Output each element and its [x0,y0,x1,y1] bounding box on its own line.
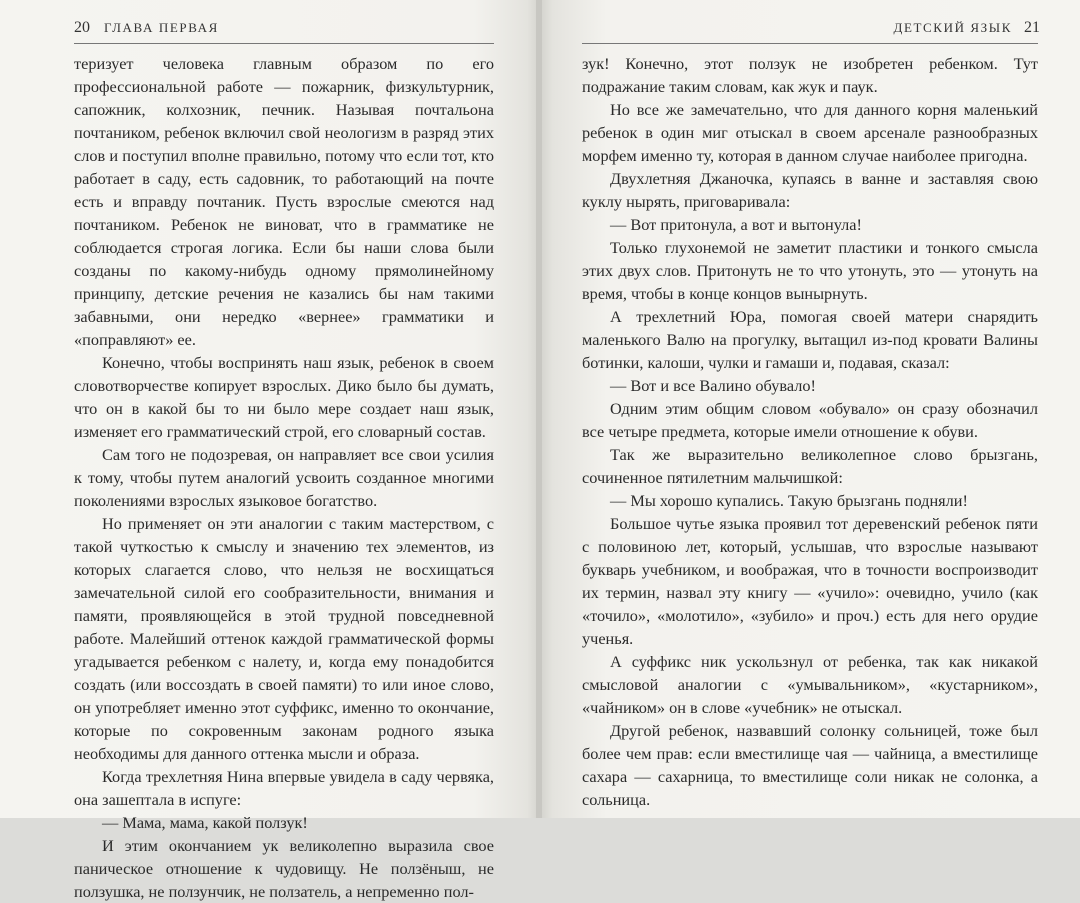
paragraph: — Вот притонула, а вот и вытонула! [610,215,862,234]
paragraph: И этим окончанием ук великолепно выразила свое паническое отношение к чудовищу. Не ползёныш, не ползушка, не ползунчик, не ползатель, а непременно пол- [74,836,494,901]
paragraph: — Вот и все Валино обувало! [610,376,816,395]
paragraph: Только глухонемой не заметит пластики и тонкого смысла этих двух слов. Притонуть не то что утонуть, это — утонуть на время, чтобы в конце концов вынырнуть. [582,238,1038,303]
right-running-head [612,19,1040,37]
right-body-text [582,52,1038,811]
paragraph: А суффикс ник ускользнул от ребенка, так как никакой смысловой аналогии с «умывальником», «кустарником», «чайником» он в слове «учебник» не отыскал. [582,652,1038,717]
paragraph: зук! Конечно, этот ползук не изобретен ребенком. Тут подражание таким словам, как жук и паук. [582,54,1038,96]
paragraph: — Мы хорошо купались. Такую брызгань подняли! [610,491,968,510]
left-body-text [74,52,494,903]
paragraph: — Мама, мама, какой ползук! [102,813,308,832]
paragraph: Конечно, чтобы воспринять наш язык, ребенок в своем словотворчестве копирует взрослых. Дико было бы думать, что он в какой бы то ни было мере создает наш язык, изменяет его грамматический строй, его словарный состав. [74,353,494,441]
left-page-number: 20 [74,19,90,36]
paragraph: Большое чутье языка проявил тот деревенский ребенок пяти с половиною лет, который, услышав, что взрослые называют букварь учебником, и воображая, что в точности воспроизводит их термин, назвал эту книгу — «учило»: очевидно, учило (как «точило», «молотило», «зубило» и проч.) есть для него орудие ученья. [582,514,1038,648]
paragraph: Двухлетняя Джаночка, купаясь в ванне и заставляя свою куклу нырять, приговаривала: [582,169,1038,211]
right-header-rule [582,43,1038,44]
paragraph: Но все же замечательно, что для данного корня маленький ребенок в один миг отыскал в своем арсенале разнообразных морфем именно ту, которая в данном случае наиболее пригодна. [582,100,1038,165]
paragraph: Другой ребенок, назвавший солонку сольницей, тоже был более чем прав: если вместилище чая — чайница, а вместилище сахара — сахарница, то вместилище соли никак не солонка, а сольница. [582,721,1038,809]
paragraph: Но применяет он эти аналогии с таким мастерством, с такой чуткостью к смыслу и значению тех элементов, из которых слагается слово, что нельзя не восхищаться замечательной силой его сообразительности, внимания и памяти, проявляющейся в этой трудной повседневной работе. Малейший оттенок каждой грамматической формы угадывается ребенком с налету, и, когда ему понадобится создать (или воссоздать в своей памяти) то или иное слово, он употребляет именно этот суффикс, именно то окончание, которые по сокровенным законам родного языка необходимы для данного оттенка мысли и образа. [74,514,494,763]
left-chapter-title: ГЛАВА ПЕРВАЯ [104,20,219,35]
left-running-head [74,19,494,37]
paragraph: Когда трехлетняя Нина впервые увидела в саду червяка, она зашептала в испуге: [74,767,494,809]
paragraph: А трехлетний Юра, помогая своей матери снарядить маленького Валю на прогулку, вытащил из-под кровати Валины ботинки, калоши, чулки и гамаши и, подавая, сказал: [582,307,1038,372]
left-header-rule [74,43,494,44]
paragraph: Сам того не подозревая, он направляет все свои усилия к тому, чтобы путем аналогий усвоить созданное многими поколениями взрослых языковое богатство. [74,445,494,510]
right-chapter-title: ДЕТСКИЙ ЯЗЫК [893,20,1012,35]
left-page [0,0,538,901]
right-page-number: 21 [1024,19,1040,36]
right-page [542,0,1080,818]
paragraph: Так же выразительно великолепное слово брызгань, сочиненное пятилетним мальчишкой: [582,445,1038,487]
paragraph: теризует человека главным образом по его профессиональной работе — пожарник, физкультурник, сапожник, колхозник, печник. Называя почтальона почтаником, ребенок включил свой неологизм в разряд этих слов и поступил вполне правильно, потому что если тот, кто работает в саду, есть садовник, то работающий на почте есть и вправду почтаник. Пусть взрослые смеются над почтаником. Ребенок не виноват, что в грамматике не соблюдается строгая логика. Если бы наши слова были созданы по какому-нибудь одному прямолинейному принципу, детские речения не казались бы нам такими забавными, они нередко «вернее» грамматики и «поправляют» ее. [74,54,494,349]
paragraph: Одним этим общим словом «обувало» он сразу обозначил все четыре предмета, которые имели отношение к обуви. [582,399,1038,441]
